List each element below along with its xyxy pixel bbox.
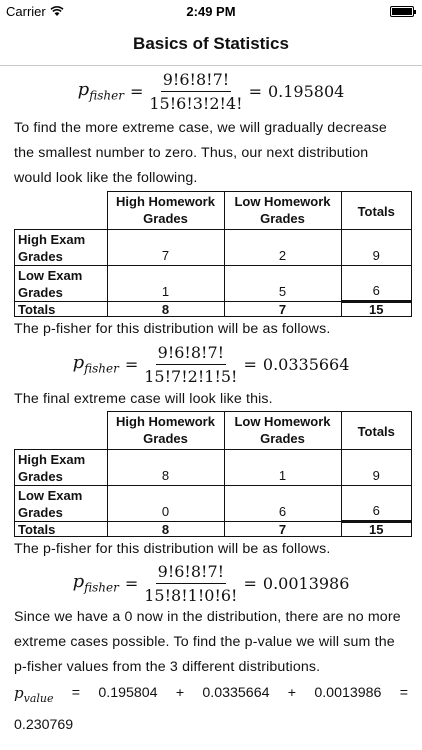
p-value-equation	[0, 680, 422, 738]
table-cell: 8	[107, 302, 224, 317]
p-fisher-formula-2: $p_{fisher}$ = $\frac{9!6!8!7!}{15!7!2!1!5!}$ = 0.0335664	[72, 342, 350, 386]
formula-numerator: 9!6!8!7!	[156, 562, 226, 584]
equation-term: 0.195804	[98, 685, 158, 701]
formula-lhs: $p_{fisher}$	[77, 79, 124, 103]
table-cell: 2	[224, 230, 341, 266]
column-header: Totals	[341, 412, 412, 450]
column-header: Low Homework Grades	[224, 192, 341, 230]
formula-denominator: 15!6!3!2!4!	[149, 93, 243, 113]
table-row	[15, 450, 412, 486]
paragraph-2: The p-fisher for this distribution will be as follows.	[14, 321, 331, 337]
formula-lhs: $p_{fisher}$	[72, 571, 119, 595]
table-cell: 5	[224, 266, 341, 302]
p-value-symbol: $p_{value}$	[14, 684, 54, 705]
battery-icon	[390, 6, 414, 17]
equation-term: 0.0013986	[314, 685, 382, 701]
distribution-table-2	[14, 411, 412, 537]
row-header: High Exam Grades	[15, 230, 108, 266]
row-header: Totals	[15, 302, 108, 317]
formula-numerator: 9!6!8!7!	[161, 70, 231, 92]
table-corner	[15, 192, 108, 230]
formula-denominator: 15!8!1!0!6!	[144, 585, 238, 605]
p-fisher-formula-3: $p_{fisher}$ = $\frac{9!6!8!7!}{15!8!1!0!6!}$ = 0.0013986	[72, 561, 350, 605]
status-time: 2:49 PM	[186, 4, 236, 19]
formula-result: 0.0013986	[262, 573, 350, 593]
formula-lhs: $p_{fisher}$	[72, 352, 119, 376]
equation-term: =	[399, 685, 408, 701]
equation-term: +	[175, 685, 185, 701]
formula-numerator: 9!6!8!7!	[156, 343, 226, 365]
p-fisher-formula-1: $p_{fisher}$ = $\frac{9!6!8!7!}{15!6!3!2!4!}$ = 0.195804	[77, 69, 345, 113]
navigation-bar	[0, 22, 422, 66]
table-cell: 1	[107, 266, 224, 302]
equation-term: 0.0335664	[202, 685, 270, 701]
page-title: Basics of Statistics	[133, 34, 289, 53]
carrier-label: Carrier	[6, 4, 46, 19]
status-bar	[0, 0, 422, 22]
totals-row	[15, 302, 412, 317]
row-header: Totals	[15, 522, 108, 537]
table-cell: 7	[224, 522, 341, 537]
equation-term: +	[287, 685, 297, 701]
table-cell: 6	[341, 486, 412, 522]
grand-total-cell: 15	[341, 302, 412, 317]
column-header: High Homework Grades	[107, 192, 224, 230]
distribution-table-1	[14, 191, 412, 317]
table-cell: 9	[341, 450, 412, 486]
formula-fraction	[144, 562, 237, 605]
row-header: High Exam Grades	[15, 450, 108, 486]
table-cell: 7	[107, 230, 224, 266]
table-cell: 8	[107, 522, 224, 537]
paragraph-1: To find the more extreme case, we will gradually decrease the smallest number to zero. Thus, our next distribution would look like the following.	[14, 120, 387, 186]
formula-fraction	[144, 343, 237, 386]
table-row	[15, 230, 412, 266]
table-row	[15, 486, 412, 522]
table-corner	[15, 412, 108, 450]
column-header: Low Homework Grades	[224, 412, 341, 450]
table-cell: 6	[341, 266, 412, 302]
equation-term: =	[71, 685, 81, 701]
formula-denominator: 15!7!2!1!5!	[144, 366, 238, 386]
table-cell: 7	[224, 302, 341, 317]
paragraph-5: Since we have a 0 now in the distribution, there are no more extreme cases possible. To find the p-value we will sum the p-fisher values from the 3 different distributions.	[14, 609, 401, 675]
table-cell: 9	[341, 230, 412, 266]
grand-total-cell: 15	[341, 522, 412, 537]
formula-result: 0.0335664	[262, 354, 350, 374]
table-cell: 8	[107, 450, 224, 486]
p-value-result: 0.230769	[14, 717, 74, 733]
column-header: High Homework Grades	[107, 412, 224, 450]
paragraph-4: The p-fisher for this distribution will be as follows.	[14, 541, 331, 557]
row-header: Low Exam Grades	[15, 266, 108, 302]
lesson-content[interactable]	[0, 66, 422, 750]
formula-fraction	[149, 70, 242, 113]
table-cell: 6	[224, 486, 341, 522]
formula-result: 0.195804	[267, 81, 345, 101]
table-row	[15, 266, 412, 302]
table-cell: 0	[107, 486, 224, 522]
totals-row	[15, 522, 412, 537]
column-header: Totals	[341, 192, 412, 230]
table-cell: 1	[224, 450, 341, 486]
row-header: Low Exam Grades	[15, 486, 108, 522]
paragraph-3: The final extreme case will look like this.	[14, 391, 273, 407]
